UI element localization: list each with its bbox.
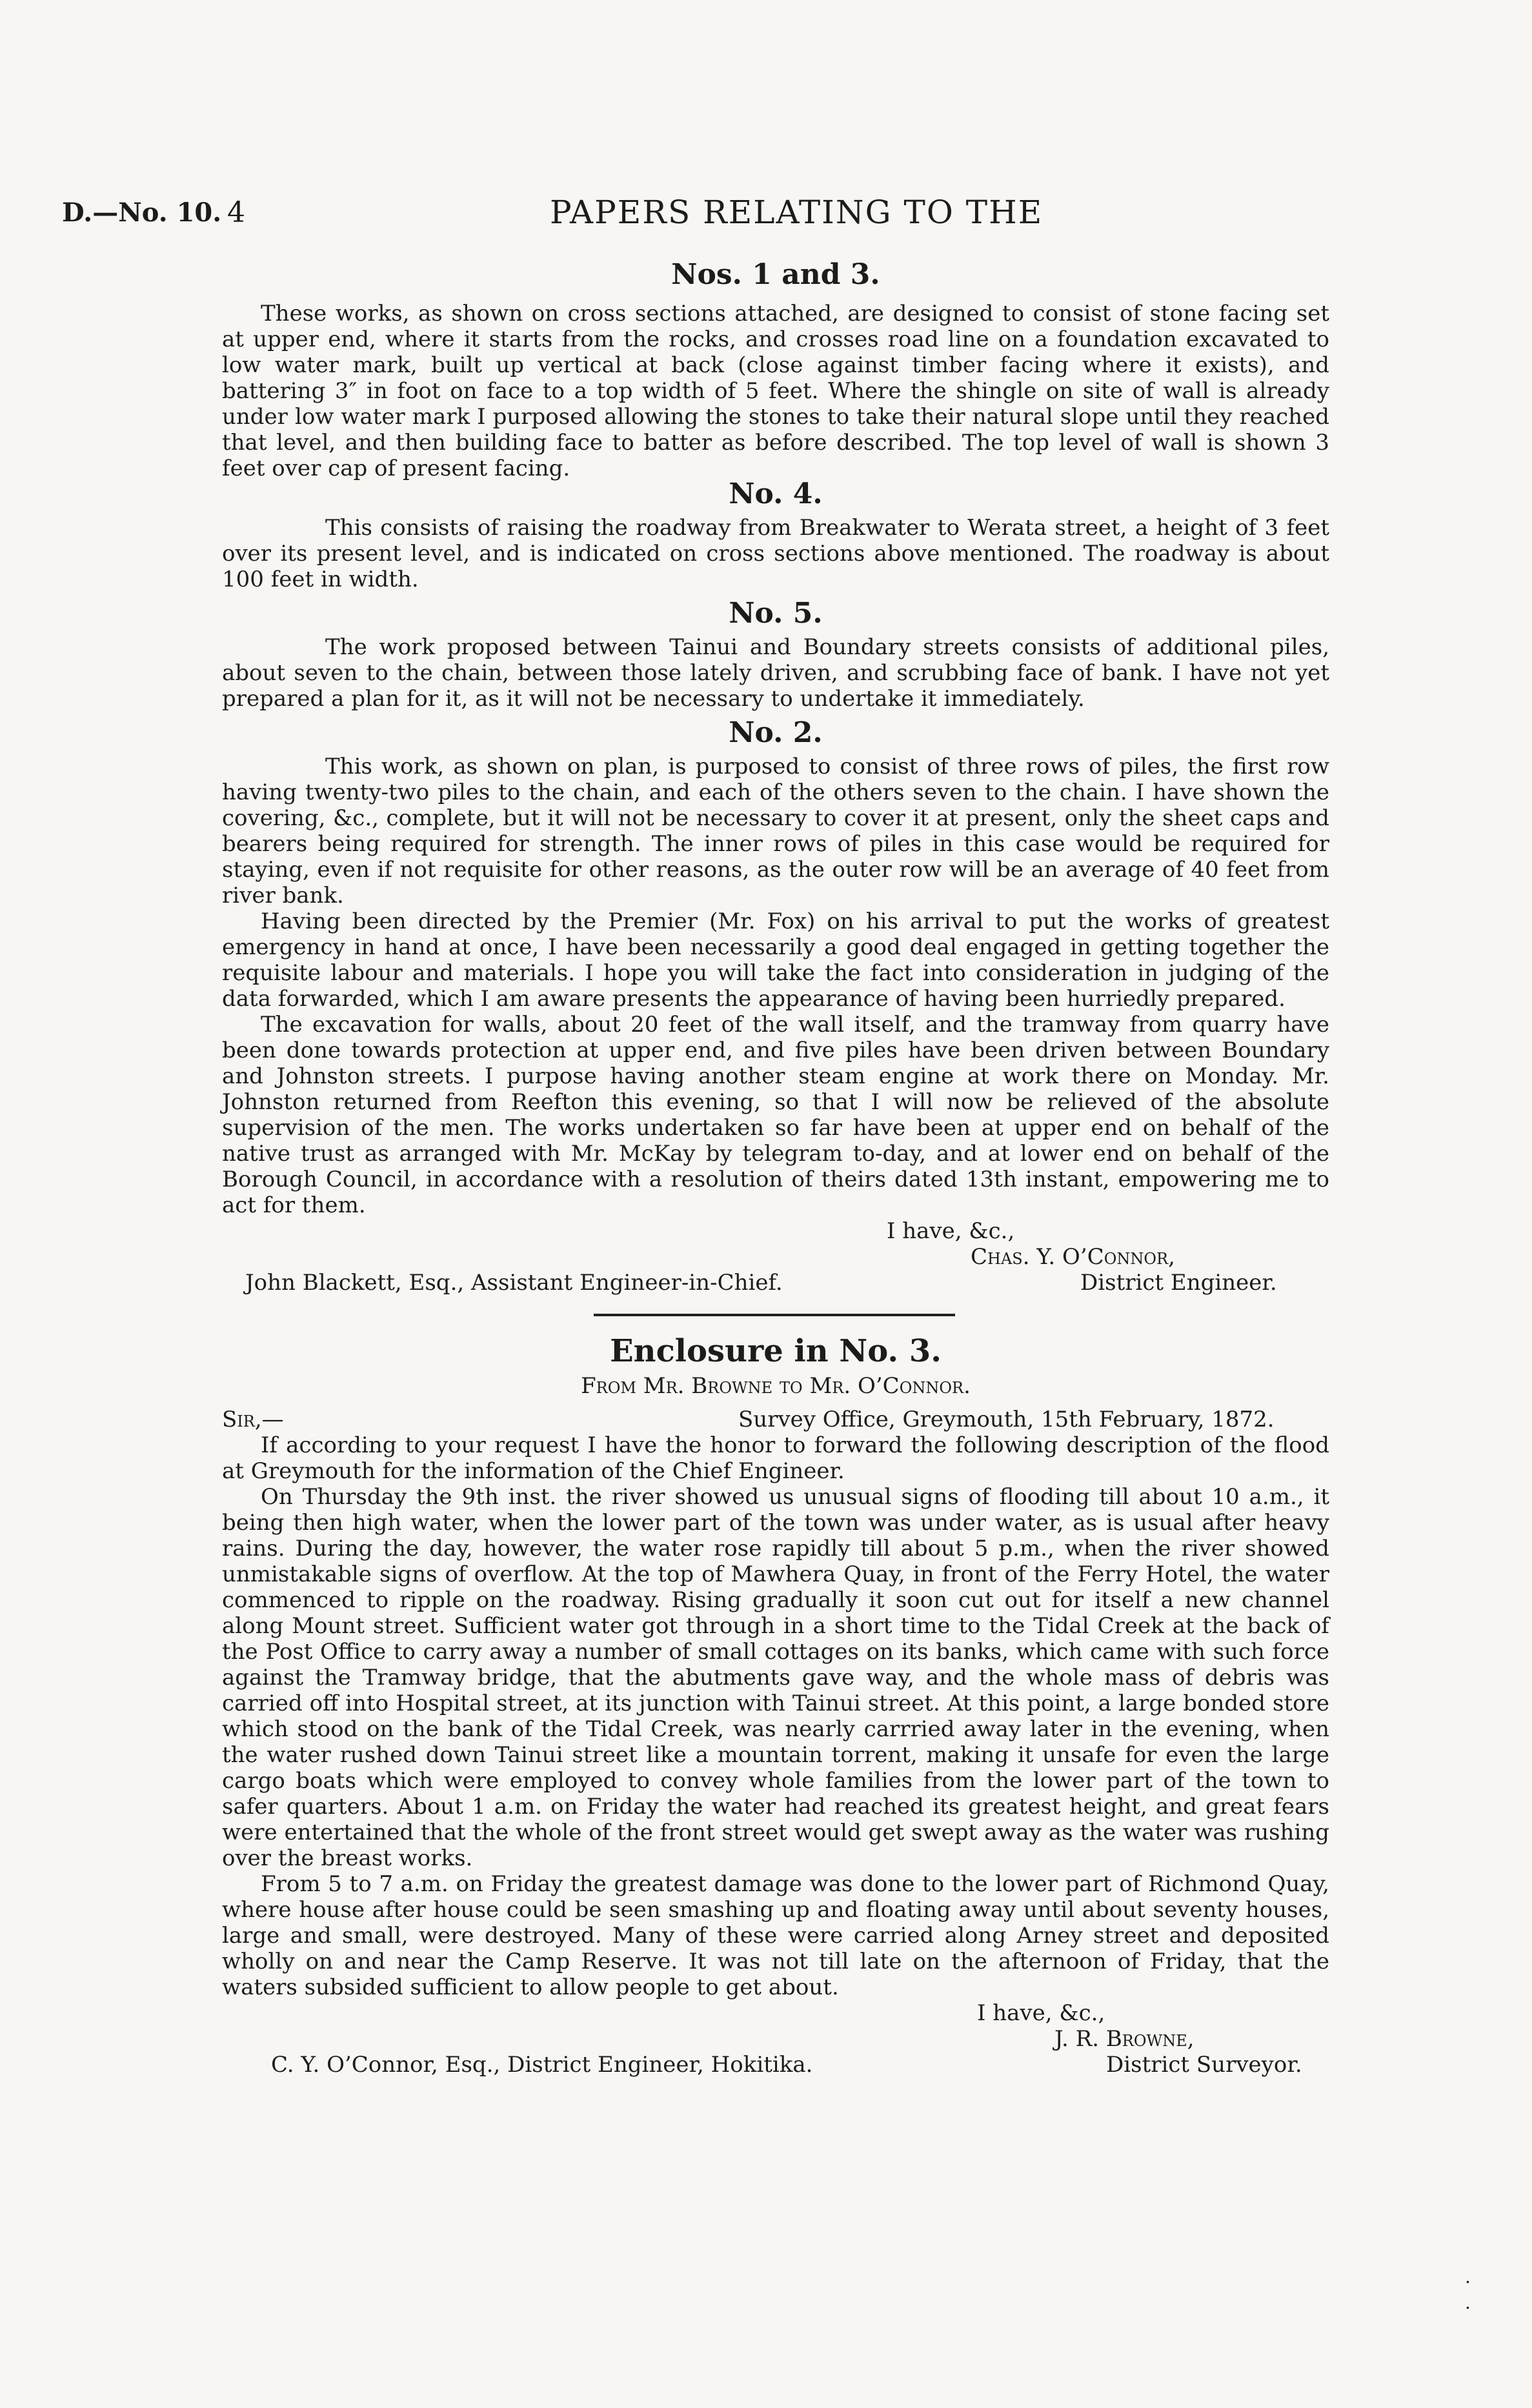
addressee-row bbox=[222, 1270, 1329, 1296]
section-paragraph: Having been directed by the Premier (Mr. Fox) on his arrival to put the works of greatest emergency in hand at once, I have been necessarily a good deal engaged in getting together the requisite labour and materials. I hope you will take the fact into consideration in judging of the data forwarded, which I am aware presents the appearance of having been hurriedly prepared. bbox=[222, 908, 1329, 1012]
addressee: John Blackett, Esq., Assistant Engineer-in-Chief. bbox=[245, 1270, 783, 1296]
page-title: PAPERS RELATING TO THE bbox=[550, 194, 1043, 231]
addressee-row bbox=[222, 2052, 1329, 2078]
section-heading: Nos. 1 and 3. bbox=[671, 258, 880, 291]
section-paragraph: This consists of raising the roadway from Breakwater to Werata street, a height of 3 feet over its present level, and is indicated on cross sections above mentioned. The roadway is about 100 feet in width. bbox=[222, 515, 1329, 592]
section-paragraph: These works, as shown on cross sections attached, are designed to consist of stone facing set at upper end, where it starts from the rocks, and crosses road line on a foundation excavated to low water mark, built up vertical at back (close against timber facing where it exists), and battering 3″ in foot on face to a top width of 5 feet. Where the shingle on site of wall is already under low water mark I purposed allowing the stones to take their natural slope until they reached that level, and then building face to batter as before described. The top level of wall is shown 3 feet over cap of present facing. bbox=[222, 301, 1329, 481]
enclosure-paragraph: From 5 to 7 a.m. on Friday the greatest damage was done to the lower part of Richmond Quay, where house after house could be seen smashing up and floating away until about seventy houses, large and small, were destroyed. Many of these were carried along Arney street and deposited wholly on and near the Camp Reserve. It was not till late on the afternoon of Friday, that the waters subsided sufficient to allow people to get about. bbox=[222, 1871, 1329, 2000]
section-no-2 bbox=[222, 716, 1329, 1296]
section-no-4 bbox=[222, 477, 1329, 592]
enclosure bbox=[222, 1334, 1329, 2078]
closing-text: I have, &c., bbox=[977, 2000, 1105, 2026]
section-paragraph: The work proposed between Tainui and Boundary streets consists of additional piles, about seven to the chain, between those lately driven, and scrubbing face of bank. I have not yet prepared a plan for it, as it will not be necessary to undertake it immediately. bbox=[222, 634, 1329, 712]
signature-row bbox=[222, 1244, 1329, 1270]
document-code: D.—No. 10. bbox=[62, 197, 222, 228]
signature: Chas. Y. O’Connor, bbox=[971, 1244, 1175, 1270]
page-number: 4 bbox=[227, 196, 245, 229]
margin-mark: . bbox=[1465, 2292, 1471, 2313]
section-paragraph: The excavation for walls, about 20 feet of the wall itself, and the tramway from quarry have been done towards protection at upper end, and five piles have been driven between Boundary and Johnston streets. I purpose having another steam engine at work there on Monday. Mr. Johnston returned from Reefton this evening, so that I will now be relieved of the absolute supervision of the men. The works undertaken so far have been at upper end on behalf of the native trust as arranged with Mr. McKay by telegram to-day, and at lower end on behalf of the Borough Council, in accordance with a resolution of theirs dated 13th instant, empowering me to act for them. bbox=[222, 1012, 1329, 1218]
section-heading: No. 5. bbox=[729, 597, 823, 630]
section-heading: No. 2. bbox=[729, 716, 823, 749]
section-no-5 bbox=[222, 597, 1329, 712]
closing-row bbox=[222, 1218, 1329, 1244]
section-paragraph: This work, as shown on plan, is purposed to consist of three rows of piles, the first row having twenty-two piles to the chain, and each of the others seven to the chain. I have shown the covering, &c., complete, but it will not be necessary to cover it at present, only the sheet caps and bearers being required for strength. The inner rows of piles in this case would be required for staying, even if not requisite for other reasons, as the outer row will be an average of 40 feet from river bank. bbox=[222, 754, 1329, 908]
closing-text: I have, &c., bbox=[887, 1218, 1015, 1244]
signature: J. R. Browne, bbox=[1054, 2026, 1194, 2052]
signer-title: District Surveyor. bbox=[1106, 2052, 1302, 2078]
closing-row bbox=[222, 2000, 1329, 2026]
enclosure-paragraph: On Thursday the 9th inst. the river showed us unusual signs of flooding till about 10 a.m., it being then high water, when the lower part of the town was under water, as is usual after heavy rains. During the day, however, the water rose rapidly till about 5 p.m., when the river showed unmistakable signs of overflow. At the top of Mawhera Quay, in front of the Ferry Hotel, the water commenced to ripple on the roadway. Rising gradually it soon cut out for itself a new channel along Mount street. Sufficient water got through in a short time to the Tidal Creek at the back of the Post Office to carry away a number of small cottages on its banks, which came with such force against the Tramway bridge, that the abutments gave way, and the whole mass of debris was carried off into Hospital street, at its junction with Tainui street. At this point, a large bonded store which stood on the bank of the Tidal Creek, was nearly carrried away later in the evening, when the water rushed down Tainui street like a mountain torrent, making it unsafe for even the large cargo boats which were employed to convey whole families from the lower part of the town to safer quarters. About 1 a.m. on Friday the water had reached its greatest height, and great fears were entertained that the whole of the front street would get swept away as the water was rushing over the breast works. bbox=[222, 1484, 1329, 1871]
enclosure-heading: Enclosure in No. 3. bbox=[610, 1333, 942, 1369]
signature-row bbox=[222, 2026, 1329, 2052]
salutation-row bbox=[222, 1407, 1329, 1432]
section-heading: No. 4. bbox=[729, 477, 823, 510]
enclosure-from-line: From Mr. Browne to Mr. O’Connor. bbox=[581, 1373, 971, 1399]
signer-title: District Engineer. bbox=[1080, 1270, 1277, 1296]
section-divider bbox=[594, 1314, 955, 1316]
margin-mark: . bbox=[1465, 2266, 1471, 2287]
section-nos-1-3 bbox=[222, 258, 1329, 481]
salutation: Sir,— bbox=[222, 1407, 284, 1432]
dateline: Survey Office, Greymouth, 15th February, 1872. bbox=[738, 1407, 1275, 1432]
addressee: C. Y. O’Connor, Esq., District Engineer, Hokitika. bbox=[271, 2052, 813, 2078]
enclosure-paragraph: If according to your request I have the honor to forward the following description of the flood at Greymouth for the information of the Chief Engineer. bbox=[222, 1432, 1329, 1484]
